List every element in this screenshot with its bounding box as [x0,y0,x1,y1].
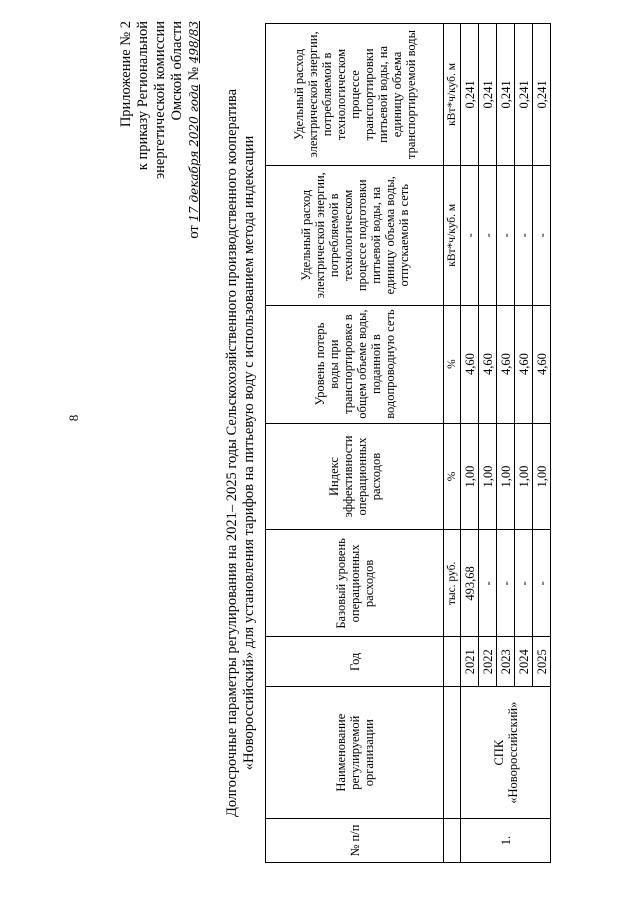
title-line-2: «Новороссийский» для установления тарифов на питьевую воду с использованием метода индексации [241,135,257,770]
organization-name-cell: СПК «Новороссийский» [461,686,551,818]
year-cell: 2021 [461,636,479,686]
annex-header [118,21,203,239]
unit-cell: тыс. руб. [444,529,461,636]
document-title [224,13,258,893]
order-number-handwritten: 498/83 [187,20,201,63]
order-number-prefix: № [186,66,202,81]
units-row [444,23,461,862]
column-header: Индекс эффективности операционных расходов [266,423,444,530]
region-name: Омской области [169,20,185,120]
elec-prep-cell: - [461,165,479,305]
unit-cell: % [444,305,461,423]
elec-transport-cell: 0,241 [497,23,515,165]
elec-transport-cell: 0,241 [461,23,479,165]
water-loss-cell: 4,60 [479,305,497,423]
table-row [461,23,479,862]
unit-cell: кВт*ч/куб. м [444,165,461,305]
efficiency-index-cell: 1,00 [515,423,533,530]
water-loss-cell: 4,60 [533,305,551,423]
year-cell: 2022 [479,636,497,686]
annex-title: Приложение № 2 [118,20,134,127]
column-header: Удельный расход электрической энергии, потребляемой в технологическом процессе подготовки питьевой воды, на единицу объема воды, отпускаемой в сеть [266,165,444,305]
unit-cell: кВт*ч/куб. м [444,23,461,165]
base-opex-cell: - [515,529,533,636]
title-line-1: Долгосрочные параметры регулирования на 2021– 2025 годы Сельскохозяйственного производственного кооператива [224,88,240,817]
base-opex-cell: - [479,529,497,636]
column-header: Удельный расход электрической энергии, потребляемой в технологическом процессе транспортировки питьевой воды, на единицу объема транспортируемой воды [266,23,444,165]
order-date-handwritten: 17 декабря 2020 года [187,83,201,222]
water-loss-cell: 4,60 [515,305,533,423]
elec-transport-cell: 0,241 [533,23,551,165]
elec-prep-cell: - [533,165,551,305]
unit-cell [444,818,461,862]
water-loss-cell: 4,60 [461,305,479,423]
elec-prep-cell: - [497,165,515,305]
column-header: Уровень потерь воды при транспортировке в общем объеме воды, поданной в водопроводную сеть [266,305,444,423]
table-header-row [266,23,444,862]
year-cell: 2023 [497,636,515,686]
elec-prep-cell: - [479,165,497,305]
column-header: Базовый уровень операционных расходов [266,529,444,636]
year-cell: 2025 [533,636,551,686]
efficiency-index-cell: 1,00 [479,423,497,530]
column-header: Наименование регулируемой организации [266,686,444,818]
efficiency-index-cell: 1,00 [497,423,515,530]
commission-name: энергетической комиссии [152,20,168,179]
page-number: 8 [66,414,81,422]
year-cell: 2024 [515,636,533,686]
elec-transport-cell: 0,241 [515,23,533,165]
unit-cell [444,686,461,818]
efficiency-index-cell: 1,00 [461,423,479,530]
order-date-prefix: от [186,224,202,239]
column-header: Год [266,636,444,686]
unit-cell: % [444,423,461,530]
elec-transport-cell: 0,241 [479,23,497,165]
base-opex-cell: 493,68 [461,529,479,636]
water-loss-cell: 4,60 [497,305,515,423]
order-reference: к приказу Региональной [135,20,151,170]
base-opex-cell: - [497,529,515,636]
elec-prep-cell: - [515,165,533,305]
efficiency-index-cell: 1,00 [533,423,551,530]
column-header: № п/п [266,818,444,862]
rotated-page-content [118,13,549,893]
order-date-number [186,21,203,239]
regulation-parameters-table [265,23,551,863]
row-number-cell: 1. [461,818,551,862]
unit-cell [444,636,461,686]
base-opex-cell: - [533,529,551,636]
